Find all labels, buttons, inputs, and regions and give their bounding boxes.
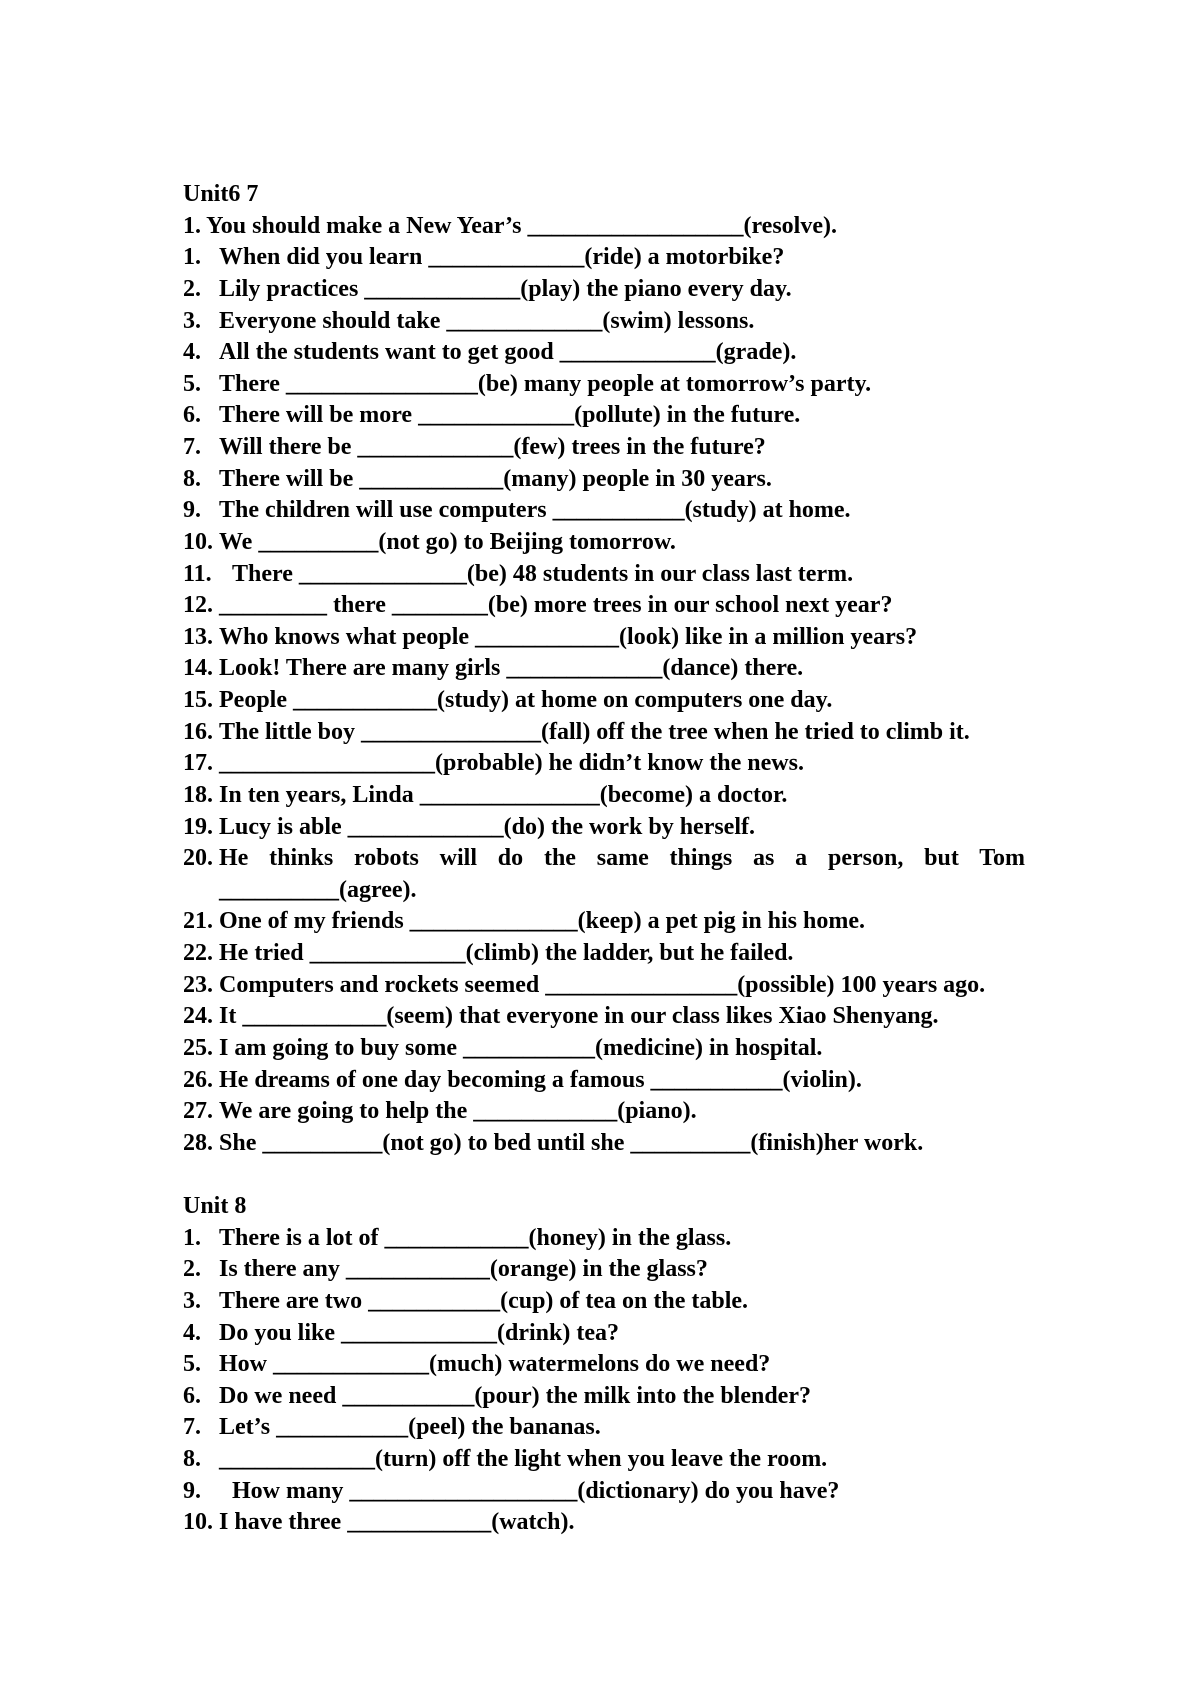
question-text: There is a lot of ____________(honey) in the glass. <box>219 1224 732 1251</box>
question-number: 9. <box>183 497 201 524</box>
question-number: 10. <box>183 1509 213 1536</box>
question-item <box>183 970 1083 1002</box>
worksheet-content <box>183 179 1083 1539</box>
question-number: 23. <box>183 971 213 998</box>
question-number: 18. <box>183 781 213 808</box>
section-gap <box>183 1159 1083 1191</box>
question-item <box>183 1033 1083 1065</box>
question-number: 25. <box>183 1034 213 1061</box>
question-text: He dreams of one day becoming a famous ___________(violin). <box>219 1066 862 1093</box>
question-number: 3. <box>183 1287 201 1314</box>
unit6-heading: Unit6 7 <box>183 181 259 207</box>
question-number: 6. <box>183 1382 201 1409</box>
unit8-heading: Unit 8 <box>183 1193 247 1219</box>
question-item <box>183 748 1083 780</box>
question-number: 14. <box>183 655 213 682</box>
question-item <box>183 495 1083 527</box>
question-number: 22. <box>183 940 213 966</box>
question-number: 17. <box>183 750 213 777</box>
question-item <box>183 590 1083 622</box>
question-text: Do we need ___________(pour) the milk into the blender? <box>219 1382 811 1409</box>
question-text: I am going to buy some ___________(medicine) in hospital. <box>219 1034 823 1061</box>
question-item <box>183 306 1083 338</box>
question-number: 19. <box>183 813 213 840</box>
question-text: One of my friends ______________(keep) a pet pig in his home. <box>219 908 866 935</box>
question-text: __________________(probable) he didn’t know the news. <box>219 750 804 777</box>
question-number: 5. <box>183 1351 201 1378</box>
question-item <box>183 938 1083 970</box>
question-number: 12. <box>183 592 213 619</box>
question-item <box>183 1318 1083 1350</box>
question-text: How _____________(much) watermelons do we need? <box>219 1351 771 1378</box>
question-number: 9. <box>183 1477 201 1504</box>
question-item <box>183 1381 1083 1413</box>
question-item <box>183 843 1083 906</box>
question-item <box>183 1001 1083 1033</box>
question-item <box>183 369 1083 401</box>
question-text: The children will use computers ___________(study) at home. <box>219 497 851 524</box>
question-number: 20. <box>183 845 213 872</box>
question-text: Will there be _____________(few) trees in the future? <box>219 434 766 460</box>
question-text: Computers and rockets seemed ________________(possible) 100 years ago. <box>219 971 986 998</box>
question-item <box>183 812 1083 844</box>
question-number: 28. <box>183 1129 213 1156</box>
question-text: Lucy is able _____________(do) the work by herself. <box>219 813 755 840</box>
question-item <box>183 432 1083 464</box>
question-item <box>183 685 1083 717</box>
question-text: There ______________(be) 48 students in our class last term. <box>232 560 854 587</box>
question-text: In ten years, Linda _______________(become) a doctor. <box>219 781 788 808</box>
question-text: You should make a New Year’s __________________(resolve). <box>206 212 837 239</box>
question-number: 4. <box>183 339 201 366</box>
question-text: There are two ___________(cup) of tea on the table. <box>219 1287 749 1314</box>
question-number: 10. <box>183 528 213 555</box>
question-item <box>183 1065 1083 1097</box>
question-text: We are going to help the ____________(piano). <box>219 1098 697 1125</box>
question-text: There will be ____________(many) people in 30 years. <box>219 465 772 492</box>
question-item <box>183 1096 1083 1128</box>
question-text-block <box>219 843 1025 906</box>
question-text: It ____________(seem) that everyone in our class likes Xiao Shenyang. <box>219 1003 939 1030</box>
question-text: Is there any ____________(orange) in the glass? <box>219 1256 708 1283</box>
question-number: 1. <box>183 212 201 239</box>
question-item <box>183 622 1083 654</box>
question-item <box>183 780 1083 812</box>
question-text: Look! There are many girls _____________(dance) there. <box>219 655 804 682</box>
question-number: 8. <box>183 465 201 492</box>
question-item <box>183 242 1083 274</box>
question-text: She __________(not go) to bed until she __________(finish)her work. <box>219 1129 924 1156</box>
question-text-continuation: __________(agree). <box>219 876 417 903</box>
question-text: The little boy _______________(fall) off the tree when he tried to climb it. <box>219 718 970 745</box>
question-number: 4. <box>183 1319 201 1346</box>
question-item <box>183 1128 1083 1160</box>
question-text: _________ there ________(be) more trees in our school next year? <box>219 592 893 619</box>
question-item <box>183 527 1083 559</box>
question-item <box>183 464 1083 496</box>
question-item <box>183 1349 1083 1381</box>
question-text: When did you learn _____________(ride) a motorbike? <box>219 244 785 271</box>
question-number: 7. <box>183 1414 201 1441</box>
question-text: People ____________(study) at home on computers one day. <box>219 687 833 713</box>
question-item <box>183 717 1083 749</box>
question-number: 11. <box>183 560 212 587</box>
question-number: 26. <box>183 1066 213 1093</box>
question-item <box>183 400 1083 432</box>
question-number: 1. <box>183 244 201 271</box>
question-text: Who knows what people ____________(look) like in a million years? <box>219 623 918 650</box>
question-number: 8. <box>183 1446 201 1472</box>
question-number: 13. <box>183 623 213 650</box>
question-text: How many ___________________(dictionary) do you have? <box>232 1477 840 1504</box>
question-item <box>183 1444 1083 1476</box>
question-text: _____________(turn) off the light when you leave the room. <box>219 1446 828 1472</box>
question-item <box>183 1476 1083 1508</box>
question-number: 7. <box>183 434 201 460</box>
question-text: I have three ____________(watch). <box>219 1509 575 1536</box>
question-text: Everyone should take _____________(swim) lessons. <box>219 307 755 334</box>
question-item <box>183 274 1083 306</box>
question-item <box>183 1223 1083 1255</box>
question-text: Lily practices _____________(play) the piano every day. <box>219 275 792 302</box>
question-text: He thinks robots will do the same things as a person, but Tom <box>219 845 1025 872</box>
question-number: 27. <box>183 1098 213 1125</box>
question-item <box>183 1254 1083 1286</box>
question-item <box>183 1507 1083 1539</box>
question-text: All the students want to get good _____________(grade). <box>219 339 797 366</box>
question-number: 3. <box>183 307 201 334</box>
question-number: 1. <box>183 1224 201 1251</box>
question-text: He tried _____________(climb) the ladder, but he failed. <box>219 940 794 966</box>
question-number: 15. <box>183 687 213 713</box>
question-text: Let’s ___________(peel) the bananas. <box>219 1414 601 1441</box>
question-number: 21. <box>183 908 213 935</box>
question-number: 5. <box>183 370 201 397</box>
question-item <box>183 1412 1083 1444</box>
question-text: There will be more _____________(pollute) in the future. <box>219 402 801 429</box>
question-text: There ________________(be) many people at tomorrow’s party. <box>219 370 872 397</box>
question-item <box>183 906 1083 938</box>
question-number: 24. <box>183 1003 213 1030</box>
unit6-intro-question <box>183 211 1083 243</box>
question-number: 16. <box>183 718 213 745</box>
question-text: Do you like _____________(drink) tea? <box>219 1319 620 1346</box>
question-number: 2. <box>183 275 201 302</box>
question-item <box>183 1286 1083 1318</box>
question-item <box>183 559 1083 591</box>
question-number: 2. <box>183 1256 201 1283</box>
question-text: We __________(not go) to Beijing tomorrow. <box>219 528 676 555</box>
question-item <box>183 653 1083 685</box>
question-number: 6. <box>183 402 201 429</box>
question-item <box>183 337 1083 369</box>
